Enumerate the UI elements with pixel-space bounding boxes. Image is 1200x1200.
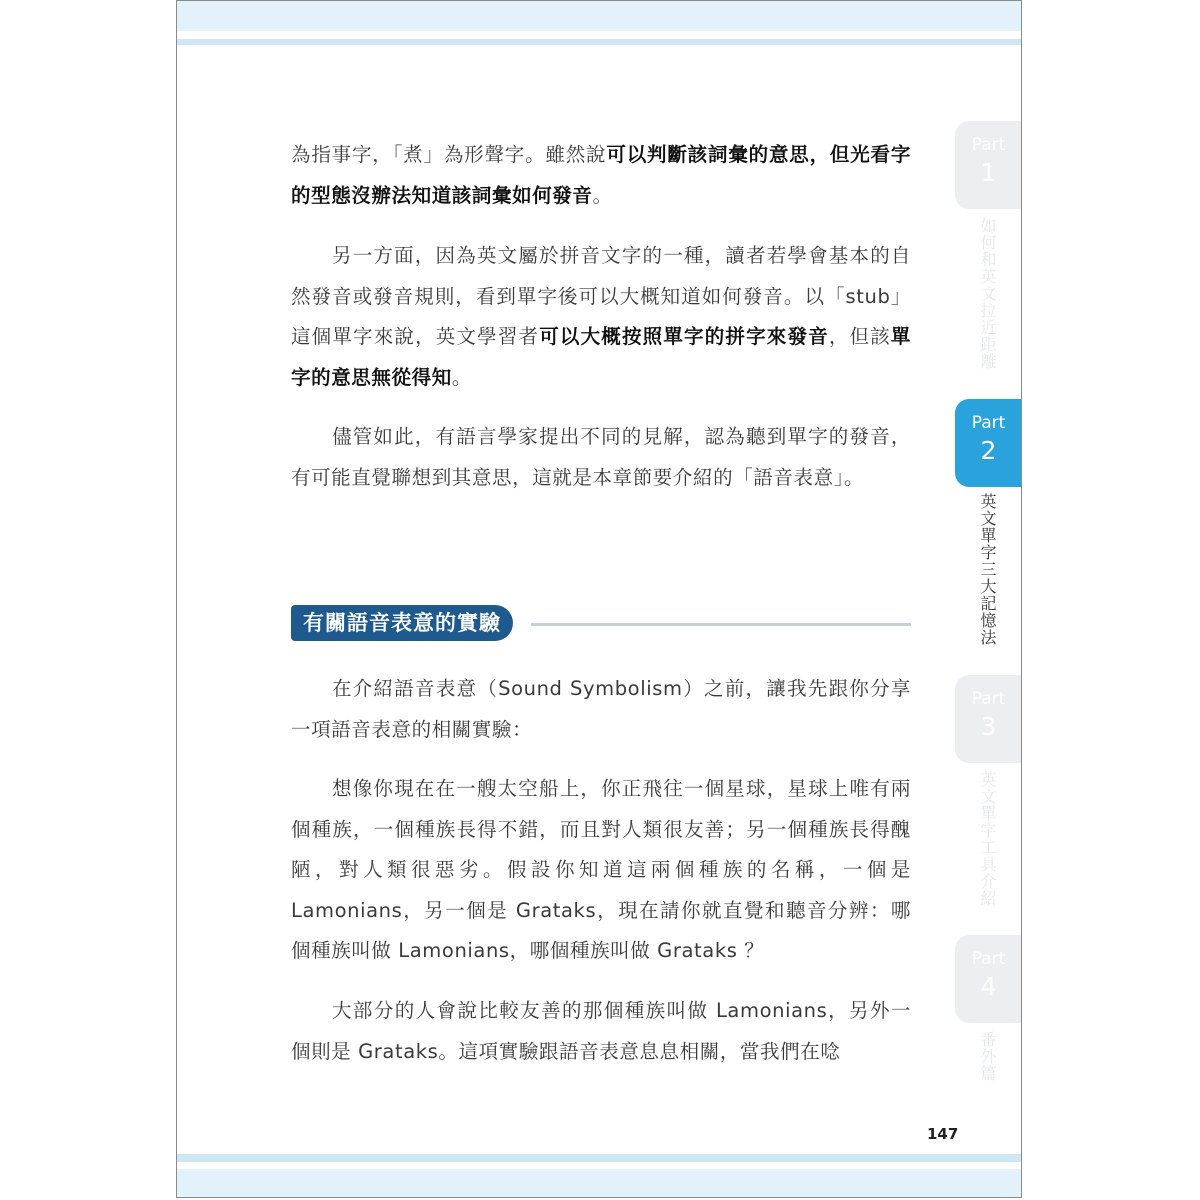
paragraph-1 <box>291 135 911 216</box>
section-heading-label: 有關語音表意的實驗 <box>291 605 513 641</box>
paragraph-4-text: 在介紹語音表意（Sound Symbolism）之前，讓我先跟你分享一項語音表意的相關實驗： <box>291 677 911 741</box>
paragraph-2-bold-2: 單字的意思無從得知 <box>291 325 911 389</box>
paragraph-4 <box>291 669 911 750</box>
paragraph-3 <box>291 417 911 498</box>
tab-part-1[interactable] <box>955 121 1022 209</box>
paragraph-2-text-2: ，但該 <box>828 325 891 348</box>
paragraph-2 <box>291 236 911 398</box>
top-band <box>177 1 1021 31</box>
tab-part-2[interactable] <box>955 399 1022 487</box>
tab-part-3-word: Part <box>971 689 1006 709</box>
book-page <box>176 0 1022 1198</box>
bottom-band-stripe <box>177 1154 1021 1162</box>
tab-part-2-word: Part <box>971 413 1006 433</box>
tab-part-4-number: 4 <box>980 972 997 1001</box>
paragraph-1-text: 為指事字，「煮」為形聲字。雖然說 <box>291 143 607 166</box>
paragraph-5-text: 想像你現在在一艘太空船上，你正飛往一個星球，星球上唯有兩個種族，一個種族長得不錯，而且對人類很友善；另一個種族長得醜陋，對人類很惡劣。假設你知道這兩個種族的名稱，一個是 Lamonians，另一個是 Grataks，現在請你就直覺和聽音分辨：哪個種族叫做 Lamonians，哪個種族叫做 Grataks ？ <box>291 777 911 962</box>
paragraph-2-bold-1: 可以大概按照單字的拼字來發音 <box>539 325 829 348</box>
paragraph-1-end: 。 <box>592 183 613 207</box>
tab-part-2-number: 2 <box>980 436 997 465</box>
tab-part-1-label: 如何和英文拉近距離 <box>978 217 997 370</box>
tab-part-3[interactable] <box>955 675 1022 763</box>
paragraph-3-text: 儘管如此，有語言學家提出不同的見解，認為聽到單字的發音，有可能直覺聯想到其意思，這就是本章節要介紹的「語音表意」。 <box>291 425 911 489</box>
tab-part-1-word: Part <box>971 135 1006 155</box>
tab-part-3-number: 3 <box>980 712 997 741</box>
paragraph-2-text: 另一方面，因為英文屬於拼音文字的一種，讀者若學會基本的自然發音或發音規則，看到單字後可以大概知道如何發音。以「stub」這個單字來說，英文學習者 <box>291 244 911 348</box>
tab-part-3-label: 英文單字工具介紹 <box>978 771 997 907</box>
paragraph-2-end: 。 <box>451 365 472 389</box>
tab-part-1-number: 1 <box>980 158 997 187</box>
paragraph-1-bold: 可以判斷該詞彙的意思，但光看字的型態沒辦法知道該詞彙如何發音 <box>291 143 911 207</box>
paragraph-6 <box>291 991 911 1072</box>
section-heading-rule <box>531 623 911 626</box>
section-heading <box>291 605 911 643</box>
paragraph-6-text: 大部分的人會說比較友善的那個種族叫做 Lamonians，另外一個則是 Grataks。這項實驗跟語音表意息息相關，當我們在唸 <box>291 999 911 1063</box>
tab-part-4[interactable] <box>955 935 1022 1023</box>
tab-part-4-word: Part <box>971 949 1006 969</box>
page-number: 147 <box>927 1125 959 1143</box>
tab-part-2-label: 英文單字三大記憶法 <box>978 493 997 646</box>
bottom-band <box>177 1169 1021 1198</box>
top-band-stripe <box>177 39 1021 45</box>
tab-part-4-label: 番外篇 <box>978 1031 997 1082</box>
paragraph-5 <box>291 769 911 972</box>
